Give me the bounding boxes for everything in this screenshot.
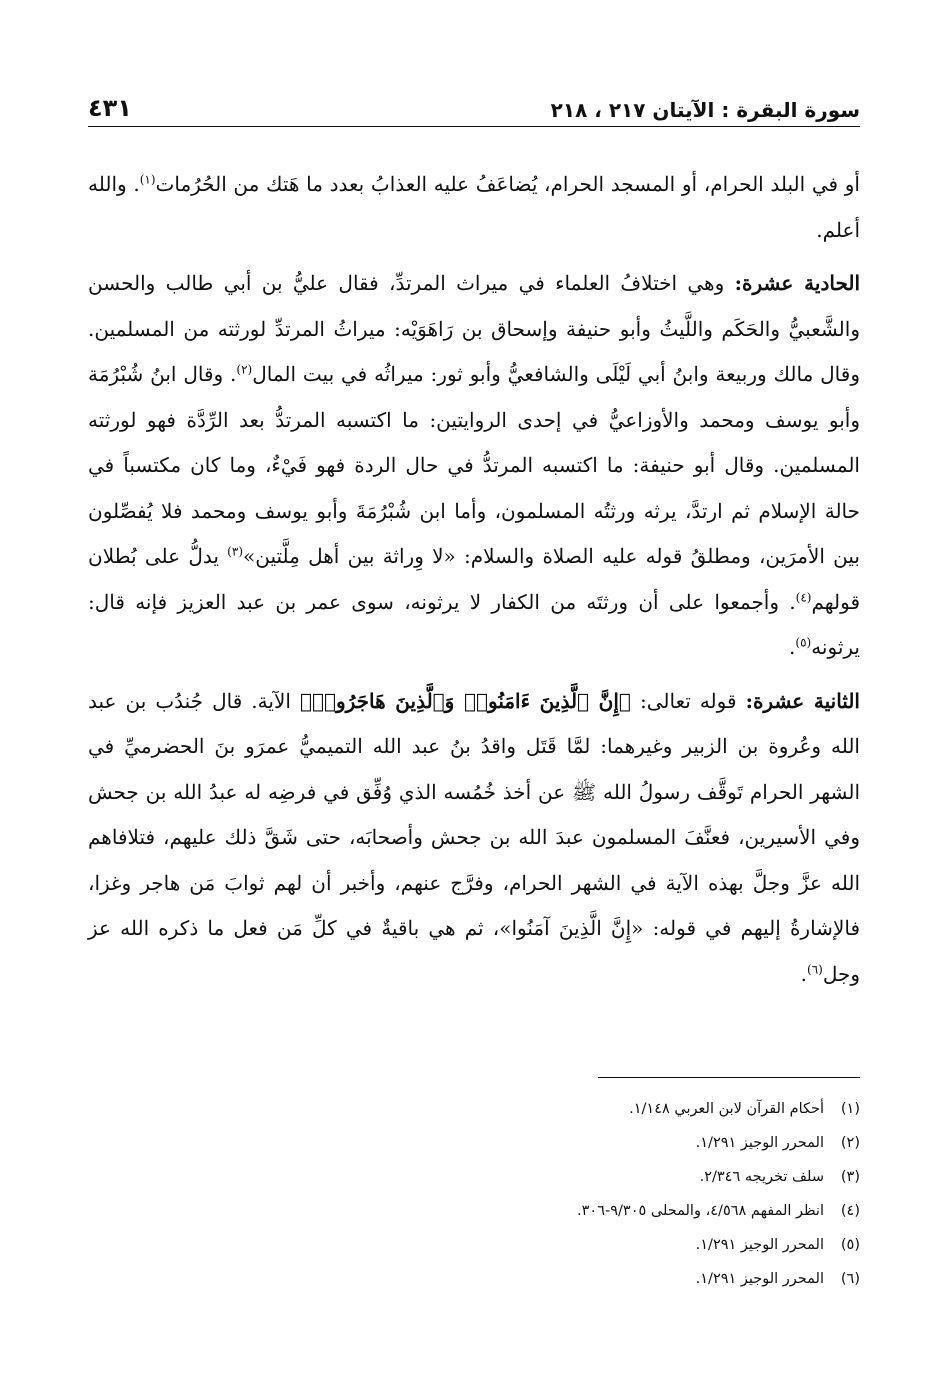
footnote-text: المحرر الوجيز ١/٢٩١. [695, 1237, 824, 1253]
running-header [88, 84, 860, 127]
footnote-item [88, 1228, 860, 1262]
issue-eleven-text-4: . وأجمعوا على أن ورثتَه من الكفار لا يرثونه، سوى عمر بن عبد العزيز فإنه قال: يرثونه [88, 589, 860, 659]
footnote-divider [598, 1077, 860, 1078]
main-text [88, 162, 860, 997]
footnote-number: (٣) [840, 1169, 860, 1185]
footnote-ref-3[interactable]: (٣) [227, 544, 243, 559]
issue-eleven-text-3: يدلُّ على بُطلان قولهم [88, 544, 860, 614]
footnote-number: (٦) [840, 1271, 860, 1287]
footnote-ref-4[interactable]: (٤) [795, 589, 812, 604]
issue-twelve-paragraph [88, 679, 860, 998]
issue-twelve-label: الثانية عشرة: [745, 688, 860, 713]
footnote-ref-2[interactable]: (٢) [236, 362, 253, 377]
footnote-text: أحكام القرآن لابن العربي ١/١٤٨. [629, 1101, 824, 1117]
footnote-ref-6[interactable]: (٦) [807, 961, 823, 976]
footnote-item [88, 1160, 860, 1194]
footnote-number: (٤) [840, 1203, 860, 1219]
footnote-text: انظر المفهم ٤/٥٦٨، والمحلى ٩/٣٠٥-٣٠٦. [577, 1203, 824, 1219]
footnote-text: سلف تخريجه ٢/٣٤٦. [699, 1169, 824, 1185]
footnote-item [88, 1194, 860, 1228]
footnote-text: المحرر الوجيز ١/٢٩١. [695, 1271, 824, 1287]
intro-line-1: أو في البلد الحرام، أو المسجد الحرام، يُضاعَفُ عليه العذابُ بعدد ما هَتك من [233, 172, 860, 196]
footnote-item [88, 1092, 860, 1126]
intro-end: . والله أعلم. [88, 172, 860, 242]
quran-verse: ﴿إِنَّ ٱلَّذِينَ ءَامَنُوا۟ وَٱلَّذِينَ هَاجَرُوا۟﴾ [299, 688, 631, 713]
book-page [88, 84, 860, 1384]
footnote-text: المحرر الوجيز ١/٢٩١. [695, 1135, 824, 1151]
page-number: ٤٣١ [88, 94, 132, 122]
issue-twelve-text-1: قوله تعالى: [630, 688, 746, 713]
issue-eleven-text-5: . [789, 635, 796, 659]
intro-paragraph [88, 162, 860, 253]
issue-eleven-label: الحادية عشرة: [734, 271, 861, 295]
intro-text: الحُرُمات [155, 172, 227, 196]
issue-eleven-text-2: . وقال ابنُ شُبْرُمَة وأبو يوسف ومحمد والأوزاعيُّ في إحدى الروايتين: ما اكتسبه المرتدُّ بعد الرِّدَّة فهو لورثته المسلمين. وقال أبو حنيفة: ما اكتسبه المرتدُّ في حال الردة فهو فَيْءٌ، وما كان مكتسباً في حالة الإسلام ثم ارتدَّ، يرثه ورثتُه المسلمون، وأما ابن شُبْرُمَةَ وأبو يوسف ومحمد فلا يُفصِّلون بين الأمرَين، ومطلقُ قوله عليه الصلاة والسلام: «لا وِراثة بين أهل مِلَّتين» [88, 362, 860, 568]
issue-twelve-text-3: . [800, 961, 807, 986]
footnote-ref-5[interactable]: (٥) [795, 635, 812, 650]
footnote-number: (١) [840, 1101, 860, 1117]
footnote-number: (٥) [840, 1237, 860, 1253]
issue-eleven-paragraph [88, 261, 860, 671]
footnote-item [88, 1126, 860, 1160]
footnote-number: (٢) [840, 1135, 860, 1151]
footnotes-list [88, 1092, 860, 1296]
issue-eleven-text-1: وهي اختلافُ العلماء في ميراث المرتدِّ، فقال عليُّ بن أبي طالب والحسن والشَّعبيُّ والحَكَم واللَّيثُ وأبو حنيفة وإسحاق بن رَاهَوَيْه: ميراثُ المرتدِّ لورثته من المسلمين. وقال مالك وربيعة وابنُ أبي لَيْلَى والشافعيُّ وأبو ثور: ميراثُه في بيت المال [88, 271, 860, 386]
issue-twelve-text-2: الآية. قال جُندُب بن عبد الله وعُروة بن الزبير وغيرهما: لمَّا قَتَل واقدُ بنُ عبد الله التميميُّ عمرَو بنَ الحضرميِّ في الشهر الحرام تَوقَّف رسولُ الله ﷺ عن أخذ خُمُسه الذي وُفِّق في فرضِه له عبدُ الله بن جحش وفي الأسيرين، فعنَّفَ المسلمون عبدَ الله بن جحش وأصحابَه، حتى شَقَّ ذلك عليهم، فتلافاهم الله عزَّ وجلَّ بهذه الآية في الشهر الحرام، وفرَّج عنهم، وأخبر أن لهم ثوابَ مَن هاجر وغزا، فالإشارةُ إليهم في قوله: «إِنَّ الَّذِينَ آمَنُوا»، ثم هي باقيةٌ في كلِّ مَن فعل ما ذكره الله عز وجل [88, 688, 860, 986]
surah-title: سورة البقرة : الآيتان ٢١٧ ، ٢١٨ [550, 98, 860, 122]
footnote-ref-1[interactable]: (١) [139, 172, 156, 187]
footnote-item [88, 1262, 860, 1296]
